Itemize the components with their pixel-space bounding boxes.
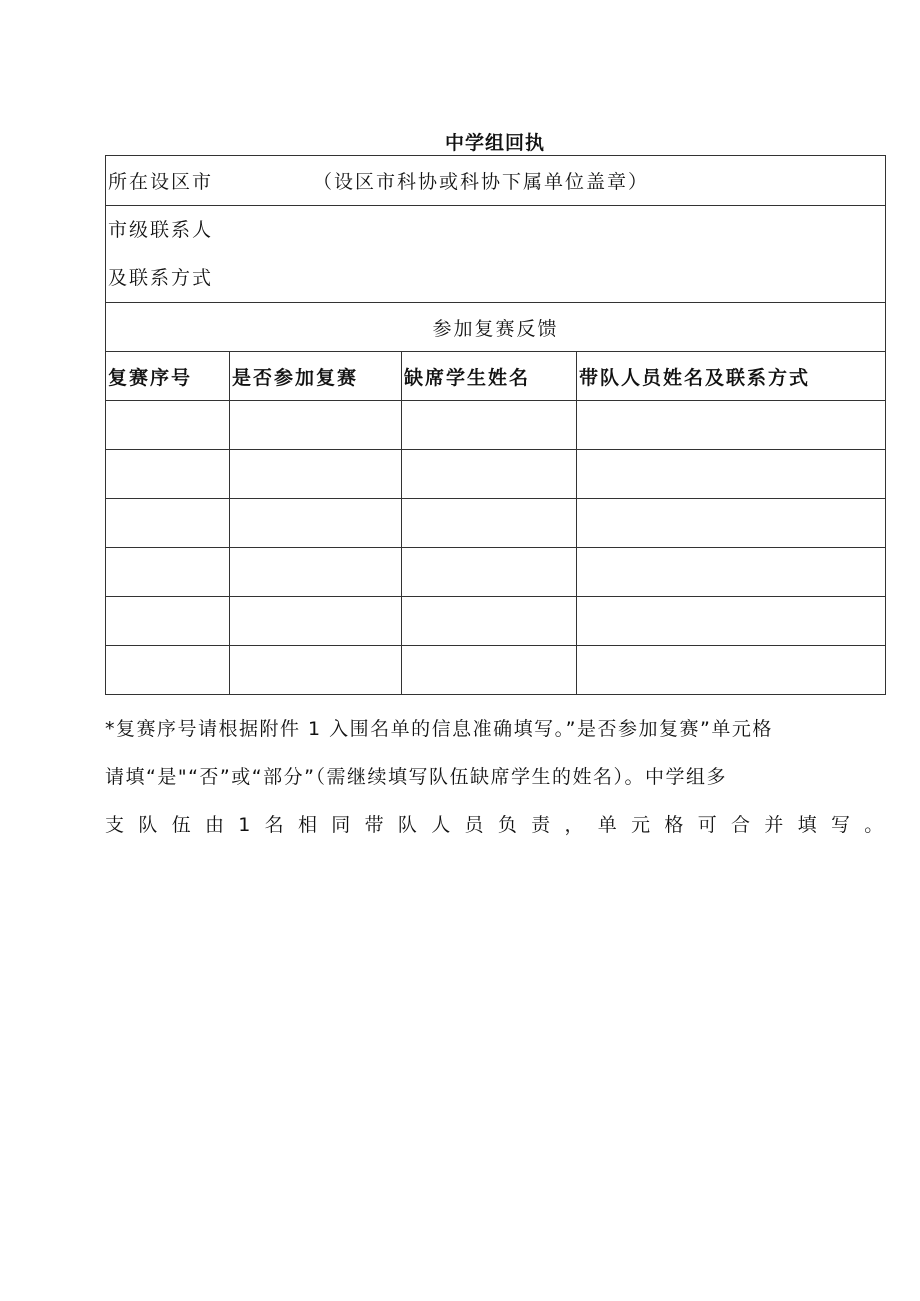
table-cell[interactable] — [106, 499, 230, 548]
table-cell[interactable] — [106, 646, 230, 695]
note-char: 合 — [731, 814, 752, 836]
note-line-3 — [105, 801, 885, 849]
note-char: 责 — [531, 814, 552, 836]
city-label: 所在设区市 — [108, 171, 214, 193]
reply-form-table — [105, 155, 886, 695]
table-cell[interactable] — [106, 401, 230, 450]
table-cell[interactable] — [402, 548, 577, 597]
column-header: 缺席学生姓名 — [402, 352, 577, 401]
note-char: 填 — [797, 814, 819, 836]
table-cell[interactable] — [577, 597, 886, 646]
note-line-1: *复赛序号请根据附件 1 入围名单的信息准确填写。”是否参加复赛”单元格 — [105, 718, 773, 740]
note-char: 并 — [764, 814, 785, 836]
table-cell[interactable] — [577, 499, 886, 548]
section-header-row — [106, 303, 886, 352]
note-char: 格 — [664, 814, 685, 836]
table-cell[interactable] — [402, 499, 577, 548]
column-header: 复赛序号 — [106, 352, 230, 401]
contact-cell[interactable] — [106, 206, 886, 303]
table-row — [106, 597, 886, 646]
table-cell[interactable] — [577, 450, 886, 499]
contact-row — [106, 206, 886, 303]
table-cell[interactable] — [106, 548, 230, 597]
instructions-note — [105, 705, 885, 849]
table-row — [106, 646, 886, 695]
table-cell[interactable] — [106, 597, 230, 646]
note-char: 员 — [464, 814, 486, 836]
table-cell[interactable] — [230, 548, 402, 597]
note-char: 人 — [431, 814, 452, 836]
table-cell[interactable] — [577, 401, 886, 450]
note-char: 队 — [138, 814, 159, 836]
contact-label-line1: 市级联系人 — [108, 219, 214, 241]
table-row — [106, 401, 886, 450]
note-char: 1 — [238, 814, 252, 836]
page-title: 中学组回执 — [444, 132, 545, 154]
city-row — [106, 156, 886, 206]
table-cell[interactable] — [230, 646, 402, 695]
table-cell[interactable] — [577, 646, 886, 695]
table-cell[interactable] — [577, 548, 886, 597]
table-cell[interactable] — [402, 401, 577, 450]
table-row — [106, 548, 886, 597]
table-cell[interactable] — [230, 597, 402, 646]
table-cell[interactable] — [230, 499, 402, 548]
note-char: 队 — [397, 814, 419, 836]
note-char: 写 — [830, 814, 852, 836]
table-cell[interactable] — [230, 450, 402, 499]
table-cell[interactable] — [402, 450, 577, 499]
note-char: 相 — [297, 814, 319, 836]
note-char: 负 — [497, 814, 519, 836]
note-char: 由 — [204, 814, 226, 836]
table-row — [106, 450, 886, 499]
note-char: 伍 — [171, 814, 193, 836]
column-header: 是否参加复赛 — [230, 352, 402, 401]
note-char: 支 — [105, 814, 126, 836]
table-row — [106, 499, 886, 548]
note-char: 单 — [597, 814, 619, 836]
note-char: 元 — [631, 814, 652, 836]
note-char: 名 — [264, 814, 286, 836]
table-cell[interactable] — [106, 450, 230, 499]
seal-note: （设区市科协或科协下属单位盖章） — [313, 171, 650, 193]
note-char: 。 — [864, 814, 885, 836]
note-line-2: 请填“是"“否”或“部分”（需继续填写队伍缺席学生的姓名）。中学组多 — [105, 766, 727, 788]
column-header-row — [106, 352, 886, 401]
table-cell[interactable] — [230, 401, 402, 450]
table-cell[interactable] — [402, 646, 577, 695]
contact-label-line2: 及联系方式 — [108, 267, 214, 289]
column-header: 带队人员姓名及联系方式 — [577, 352, 886, 401]
table-cell[interactable] — [402, 597, 577, 646]
note-char: 可 — [697, 814, 719, 836]
note-char: 同 — [331, 814, 352, 836]
city-cell[interactable] — [106, 156, 886, 206]
note-char: ， — [564, 814, 585, 836]
note-char: 带 — [364, 814, 386, 836]
section-header: 参加复赛反馈 — [106, 303, 886, 352]
